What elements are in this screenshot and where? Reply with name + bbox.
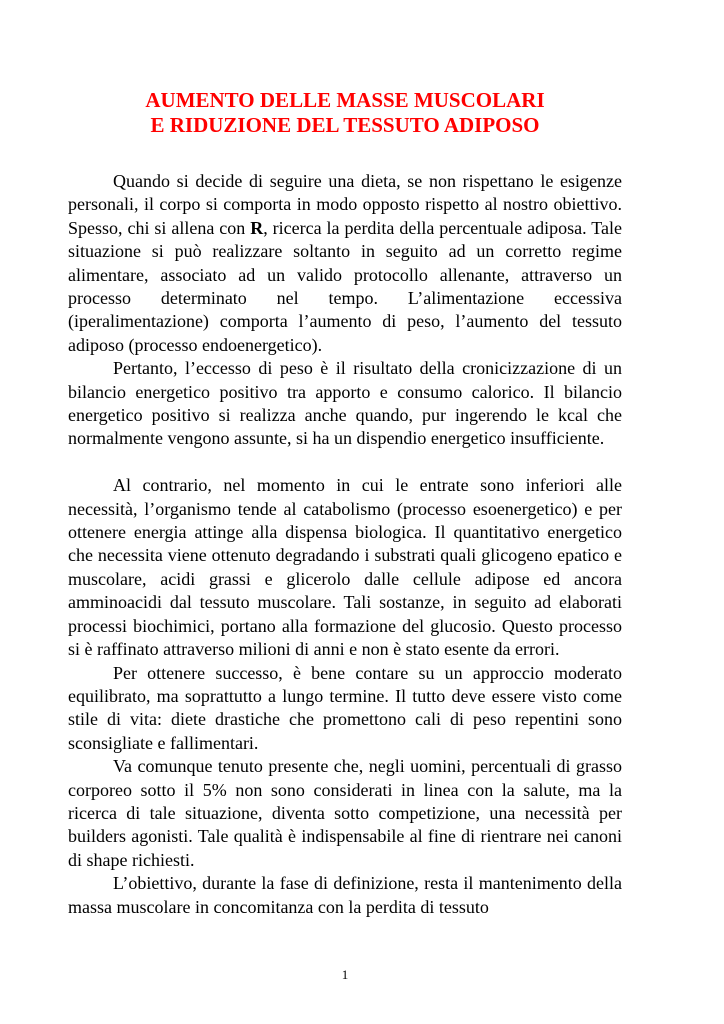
paragraph-1-text-b: , ricerca la perdita della percentuale adiposa. Tale situazione si può realizzare soltanto in seguito ad un corretto regime alimentare, associato ad un valido protocollo allenante, attraverso un processo determinato nel tempo. L’alimentazione eccessiva (iperalimentazione) comporta l’aumento di peso, l’aumento del tessuto adiposo (processo endoenergetico). <box>68 217 622 355</box>
paragraph-1-text-a: Quando si decide di seguire una dieta, se non rispettano le esigenze personali, il corpo si comporta in modo opposto rispetto al nostro obiettivo. Spesso, chi si allena con <box>68 171 622 238</box>
paragraph-1 <box>68 170 622 357</box>
paragraph-1-bold-r: R <box>250 217 264 238</box>
title-line-1: AUMENTO DELLE MASSE MUSCOLARI <box>145 88 545 112</box>
document-body <box>68 170 622 919</box>
page-number: 1 <box>341 967 349 982</box>
paragraph-2: Pertanto, l’eccesso di peso è il risultato della cronicizzazione di un bilancio energetico positivo tra apporto e consumo calorico. Il bilancio energetico positivo si realizza anche quando, pur ingerendo le kcal che normalmente vengono assunte, si ha un dispendio energetico insufficiente. <box>68 358 622 449</box>
paragraph-6: L’obiettivo, durante la fase di definizione, resta il mantenimento della massa muscolare in concomitanza con la perdita di tessuto <box>68 873 622 917</box>
document-title <box>68 88 622 138</box>
paragraph-3: Al contrario, nel momento in cui le entrate sono inferiori alle necessità, l’organismo tende al catabolismo (processo esoenergetico) e per ottenere energia attinge alla dispensa biologica. Il quantitativo energetico che necessita viene ottenuto degradando i substrati quali glicogeno epatico e muscolare, acidi grassi e glicerolo dalle cellule adipose ed ancora amminoacidi dal tessuto muscolare. Tali sostanze, in seguito ad elaborati processi biochimici, portano alla formazione del glucosio. Questo processo si è raffinato attraverso milioni di anni e non è stato esente da errori. <box>68 475 622 660</box>
paragraph-5: Va comunque tenuto presente che, negli uomini, percentuali di grasso corporeo sotto il 5% non sono considerati in linea con la salute, ma la ricerca di tale situazione, diventa sotto competizione, una necessità per builders agonisti. Tale qualità è indispensabile al fine di rientrare nei canoni di shape richiesti. <box>68 756 622 870</box>
title-line-2: E RIDUZIONE DEL TESSUTO ADIPOSO <box>150 113 540 137</box>
paragraph-4: Per ottenere successo, è bene contare su un approccio moderato equilibrato, ma soprattutto a lungo termine. Il tutto deve essere visto come stile di vita: diete drastiche che promettono cali di peso repentini sono sconsigliate e fallimentari. <box>68 662 622 753</box>
